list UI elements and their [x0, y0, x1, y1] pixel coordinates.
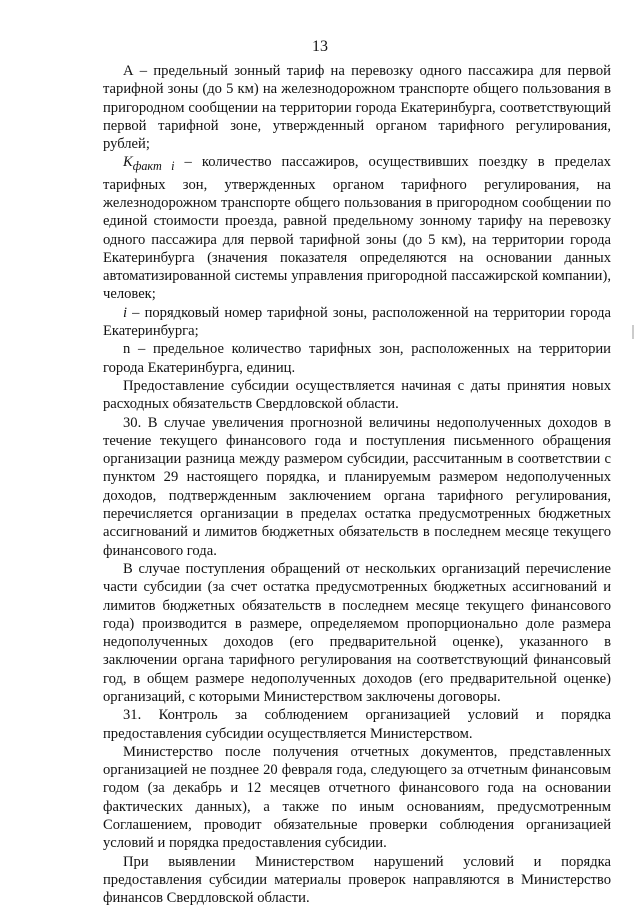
paragraph-text: – порядковый номер тарифной зоны, расположенной на территории города Екатеринбурга; [103, 304, 611, 340]
paragraph-subsidy-start: Предоставление субсидии осуществляется начиная с даты принятия новых расходных обязательств Свердловской области. [103, 377, 611, 413]
paragraph-item-31: 31. Контроль за соблюдением организацией условий и порядка предоставления субсидии осуществляется Министерством. [103, 707, 611, 742]
formula-symbol-i: i [123, 304, 128, 321]
formula-symbol-k: К [123, 154, 133, 171]
document-body [103, 62, 611, 908]
paragraph-multiple-organizations: В случае поступления обращений от нескольких организаций перечисление части субсидии (за счет остатка предусмотренных бюджетных ассигнований и лимитов бюджетных обязательств в последнем месяце текущего финансового года) производится в размере, определяемом пропорционально доле размера недополученных доходов (его предварительной оценке), указанного в заключении органа тарифного регулирования на соответствующий финансовый год, в общем размере недополученных доходов (его предварительной оценке) организаций, с которыми Министерством заключены договоры. [103, 560, 611, 705]
formula-subscript: факт i [132, 159, 175, 174]
paragraph-ministry-checks: Министерство после получения отчетных документов, представленных организацией не позднее 20 февраля года, следующего за отчетным финансовым годом (за декабрь и 12 месяцев отчетного финансового года на основании фактических данных), а также по иным основаниям, предусмотренным Соглашением, проводит обязательные проверки соблюдения организацией условий и порядка предоставления субсидии. [103, 743, 611, 852]
paragraph-zones-count: n – предельное количество тарифных зон, расположенных на территории города Екатеринбурга, единиц. [103, 341, 611, 376]
paragraph-item-30: 30. В случае увеличения прогнозной величины недополученных доходов в течение текущего финансового года и поступления письменного обращения организации разница между размером субсидии, рассчитанным в соответствии с пунктом 29 настоящего порядка, и планируемым размером недополученных доходов, подтвержденным заключением органа тарифного регулирования, перечисляется организации в пределах остатка предусмотренных бюджетных ассигнований и лимитов бюджетных обязательств в последнем месяце текущего финансового года. [103, 414, 611, 559]
paragraph-index-definition [103, 304, 611, 341]
paragraph-violations: При выявлении Министерством нарушений условий и порядка предоставления субсидии материалы проверок направляются в Министерство финансов Свердловской области. [103, 853, 611, 907]
paragraph-text: – количество пассажиров, осуществивших поездку в пределах тарифных зон, утвержденных органом тарифного регулирования, на железнодорожном транспорте общего пользования в пригородном сообщении по единой стоимости проезда, равной предельному зонному тарифу на перевозку одного пассажира для первой тарифной зоны (до 5 км), на территории города Екатеринбурга (значения показателя определяются на основании данных автоматизированной системы управления пригородной пассажирской компании), человек; [103, 154, 611, 303]
paragraph-tariff-definition: А – предельный зонный тариф на перевозку одного пассажира для первой тарифной зоны (до 5 км) на железнодорожном транспорте общего пользования в пригородном сообщении на территории города Екатеринбурга, соответствующий первой тарифной зоне, утвержденный органом тарифного регулирования, рублей; [103, 63, 611, 153]
page-number: 13 [312, 38, 328, 55]
paragraph-passengers-definition [103, 153, 611, 303]
margin-mark [632, 325, 634, 339]
